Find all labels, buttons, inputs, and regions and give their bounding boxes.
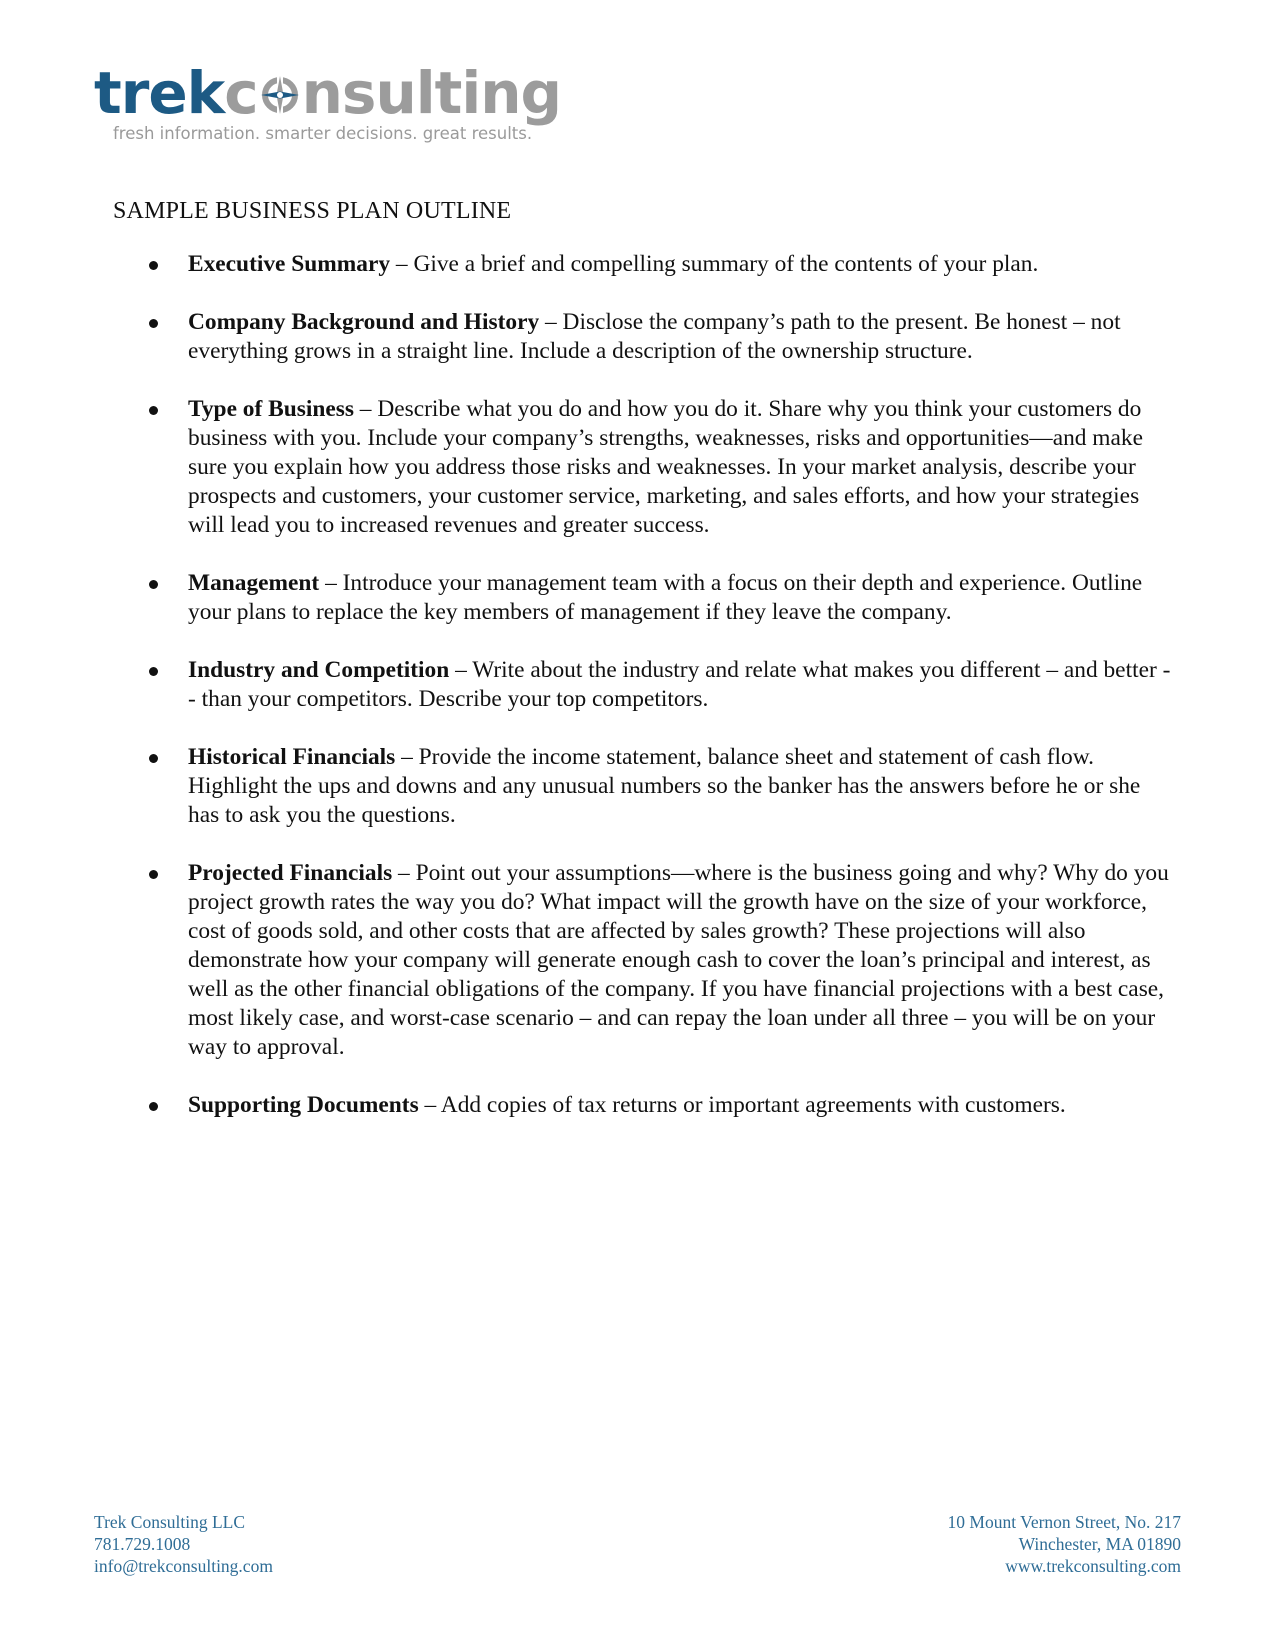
logo-trek-text: trek: [94, 59, 225, 127]
section-description: – Add copies of tax returns or important agreements with customers.: [418, 1092, 1066, 1118]
footer-website-link[interactable]: www.trekconsulting.com: [1005, 1556, 1181, 1576]
footer-company-name: Trek Consulting LLC: [94, 1512, 246, 1532]
bullet-icon: [149, 580, 158, 589]
outline-item-type-of-business: [0, 395, 1275, 540]
footer-city: Winchester, MA 01890: [1018, 1534, 1181, 1554]
bullet-icon: [149, 319, 158, 328]
section-description: – Disclose the company’s path to the present. Be honest – not everything grows in a straight line. Include a description of the ownership structure.: [188, 309, 1121, 364]
company-logo: [94, 60, 574, 150]
section-term: Projected Financials: [188, 860, 393, 886]
outline-item-supporting-documents: [0, 1091, 1275, 1120]
logo-rest-text: nsulting: [301, 59, 562, 127]
section-term: Supporting Documents: [188, 1092, 419, 1118]
section-description: – Introduce your management team with a focus on their depth and experience. Outline your plans to replace the key members of management if they leave the company.: [188, 570, 1143, 625]
section-description: – Write about the industry and relate what makes you different – and better -- than your competitors. Describe your top competitors.: [188, 657, 1171, 712]
footer-address: [948, 1511, 1181, 1577]
logo-c-text: c: [224, 59, 258, 127]
bullet-icon: [149, 667, 158, 676]
section-term: Executive Summary: [188, 251, 391, 277]
outline-item-management: [0, 569, 1275, 627]
bullet-icon: [149, 754, 158, 763]
section-term: Company Background and History: [188, 309, 540, 335]
bullet-icon: [149, 1102, 158, 1111]
footer-email-link[interactable]: info@trekconsulting.com: [94, 1556, 273, 1576]
outline-item-industry-competition: [0, 656, 1275, 714]
section-description: – Provide the income statement, balance sheet and statement of cash flow. Highlight the ups and downs and any unusual numbers so the banker has the answers before he or she has to ask you the questions.: [188, 744, 1141, 828]
outline-item-historical-financials: [0, 743, 1275, 830]
business-plan-outline: [0, 250, 1275, 1149]
logo-wordmark: [94, 60, 561, 126]
bullet-icon: [149, 406, 158, 415]
bullet-icon: [149, 870, 158, 879]
section-term: Industry and Competition: [188, 657, 450, 683]
section-term: Type of Business: [188, 396, 354, 422]
footer-contact: [94, 1511, 273, 1577]
outline-item-executive-summary: [0, 250, 1275, 279]
section-description: – Point out your assumptions—where is the business going and why? Why do you project growth rates the way you do? What impact will the growth have on the size of your workforce, cost of goods sold, and other costs that are affected by sales growth? These projections will also demonstrate how your company will generate enough cash to cover the loan’s principal and interest, as well as the other financial obligations of the company. If you have financial projections with a best case, most likely case, and worst-case scenario – and can repay the loan under all three – you will be on your way to approval.: [188, 860, 1169, 1060]
compass-icon: [259, 74, 301, 116]
footer-phone: 781.729.1008: [94, 1534, 191, 1554]
section-term: Historical Financials: [188, 744, 396, 770]
section-term: Management: [188, 570, 320, 596]
outline-item-projected-financials: [0, 859, 1275, 1062]
footer-street: 10 Mount Vernon Street, No. 217: [947, 1512, 1181, 1532]
outline-item-company-background: [0, 308, 1275, 366]
document-title: SAMPLE BUSINESS PLAN OUTLINE: [113, 198, 512, 224]
section-description: – Give a brief and compelling summary of the contents of your plan.: [390, 251, 1039, 277]
logo-tagline: fresh information. smarter decisions. great results.: [113, 124, 533, 143]
section-description: – Describe what you do and how you do it. Share why you think your customers do business with you. Include your company’s strengths, weaknesses, risks and opportunities—and make sure you explain how you address those risks and weaknesses. In your market analysis, describe your prospects and customers, your customer service, marketing, and sales efforts, and how your strategies will lead you to increased revenues and greater success.: [188, 396, 1143, 538]
bullet-icon: [149, 261, 158, 270]
